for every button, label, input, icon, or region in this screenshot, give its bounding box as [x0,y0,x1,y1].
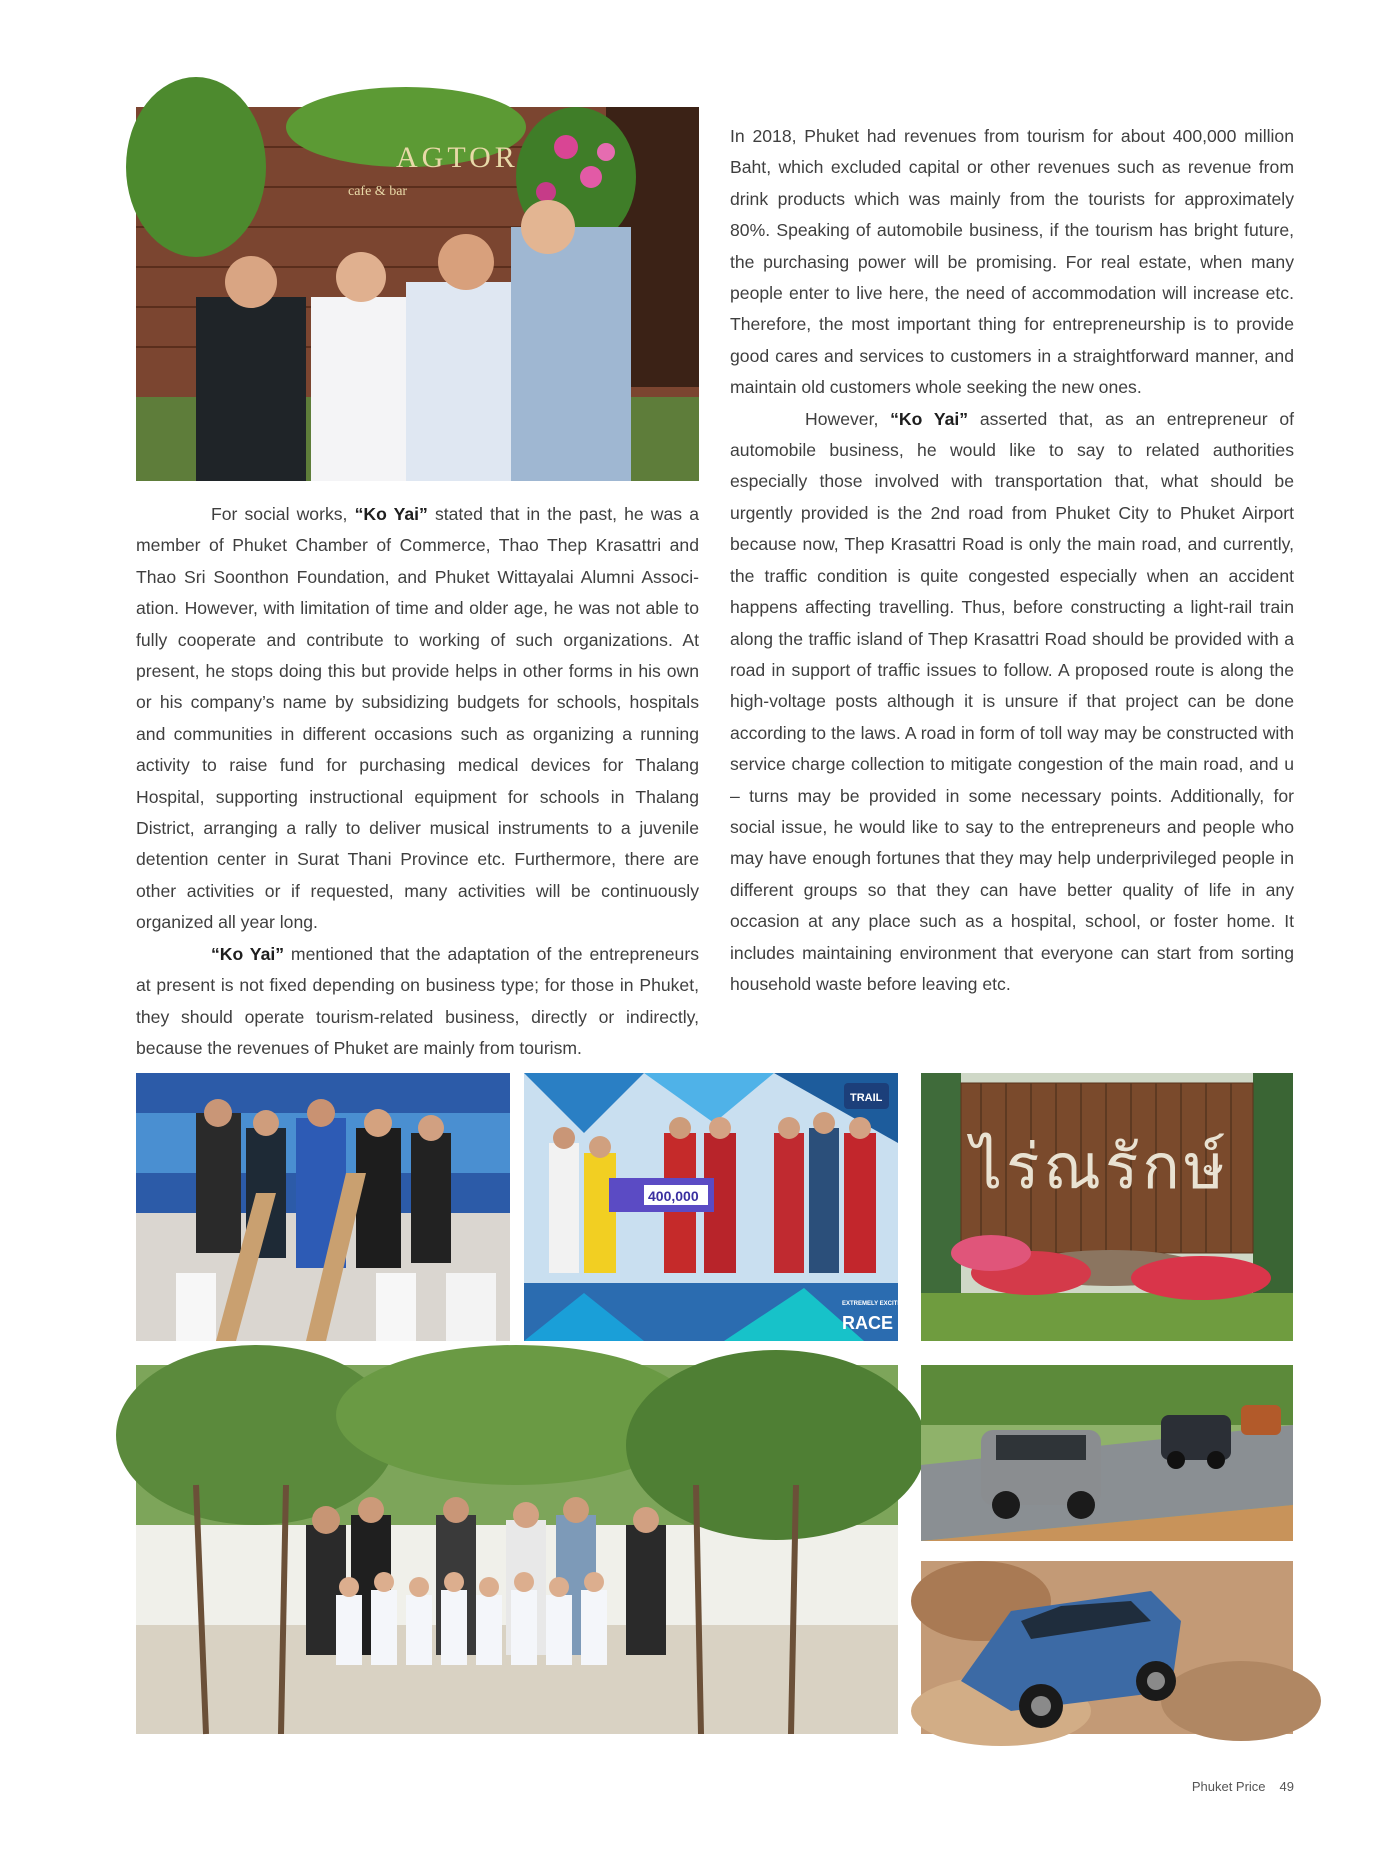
cafe-sign-text: AGTOR [396,141,519,174]
left-paragraph-2: “Ko Yai” mentioned that the adaptation of the entrepreneurs at present is not fixed depending on business type; for those in Phuket, they should operate tourism-related business, directly or indirectly, because the revenues of Phuket are mainly from tourism. [136,943,699,1058]
page-number: 49 [1279,1779,1294,1794]
cheque-amount-text: 400,000 [648,1188,699,1204]
page-footer [1178,1779,1294,1794]
publication-name: Phuket Price [1191,1779,1266,1794]
right-paragraph-1: In 2018, Phuket had revenues from tourism for about 400,000 million Baht, which excluded capital or other revenues such as revenue from drink products which was mainly from the tourists for approximately 80%. Speaking of automobile business, if the tourism has bright future, the purchasing power will be promising. For real estate, when many people enter to live here, the need of accommodation will increase etc. Therefore, the most important thing for entrepreneurship is to provide good cares and services to customers in a straightforward manner, and maintain old customers whole seeking the new ones. [730,126,1294,398]
left-paragraph-1: For social works, “Ko Yai” stated that in the past, he was a member of Phuket Chamber of Commerce, Thao Thep Krasattri and Thao Sri Soonthon Foundation, and Phuket Wittayalai Alumni Associ-ation. However, with limitation of time and older age, he was not able to fully cooperate and contribute to working of such organizations. At present, he stops doing this but provide helps in other forms in his own or his company’s name by subsidizing budgets for schools, hospitals and communities in different occasions such as organizing a running activity to raise fund for purchasing medical devices for Thalang Hospital, supporting instructional equipment for schools in Thalang District, arranging a rally to deliver musical instruments to a juvenile detention center in Surat Thani Province etc. Furthermore, there are other activities or if requested, many activities will be continuously organized all year long. [136,504,699,933]
article-left-column [136,499,699,1064]
right-paragraph-2: However, “Ko Yai” asserted that, as an entrepreneur of automobile business, he would like to say to related authorities especially those involved with transportation that, what should be urgently provided is the 2nd road from Phuket City to Phuket Airport because now, Thep Krasattri Road is only the main road, and currently, the traffic condition is quite congested especially when an accident happens affecting travelling. Thus, before constructing a light-rail train along the traffic island of Thep Krasattri Road should be provided with a road in support of traffic issues to follow. A proposed route is along the high-voltage posts although it is unsure if that project can be done according to the laws. A road in form of toll way may be constructed with service charge collection to mitigate congestion of the main road, and u – turns may be provided in some necessary points. Additionally, for social issue, he would like to say to the entrepreneurs and people who may have enough fortunes that they may help underprivileged people in different groups so that they can have better quality of life in any occasion at any place such as a hospital, school, or foster home. It includes maintaining environment that everyone can start from sorting household waste before leaving etc. [730,408,1294,994]
photo-children-arbor [136,1365,898,1734]
photo-cars-rally [921,1365,1293,1541]
cafe-sign-subtext: cafe & bar [348,184,408,199]
ko-yai-name: “Ko Yai” [354,504,428,524]
photo-group-cafe [136,107,699,481]
photo-donation-event [136,1073,510,1341]
race-logo-text: RACE [842,1313,894,1333]
photo-bamboo-sign [921,1073,1293,1341]
thai-sign-text: ไร่ณรักษ์ [971,1130,1229,1203]
race-subtext: EXTREMELY EXCITING [842,1301,909,1307]
photo-suv-offroad [921,1561,1293,1734]
photo-trail-race [524,1073,909,1341]
ko-yai-name: “Ko Yai” [211,943,285,964]
article-right-column [730,121,1294,1000]
ko-yai-name: “Ko Yai” [890,408,969,429]
trail-logo-text: TRAIL [850,1092,883,1104]
